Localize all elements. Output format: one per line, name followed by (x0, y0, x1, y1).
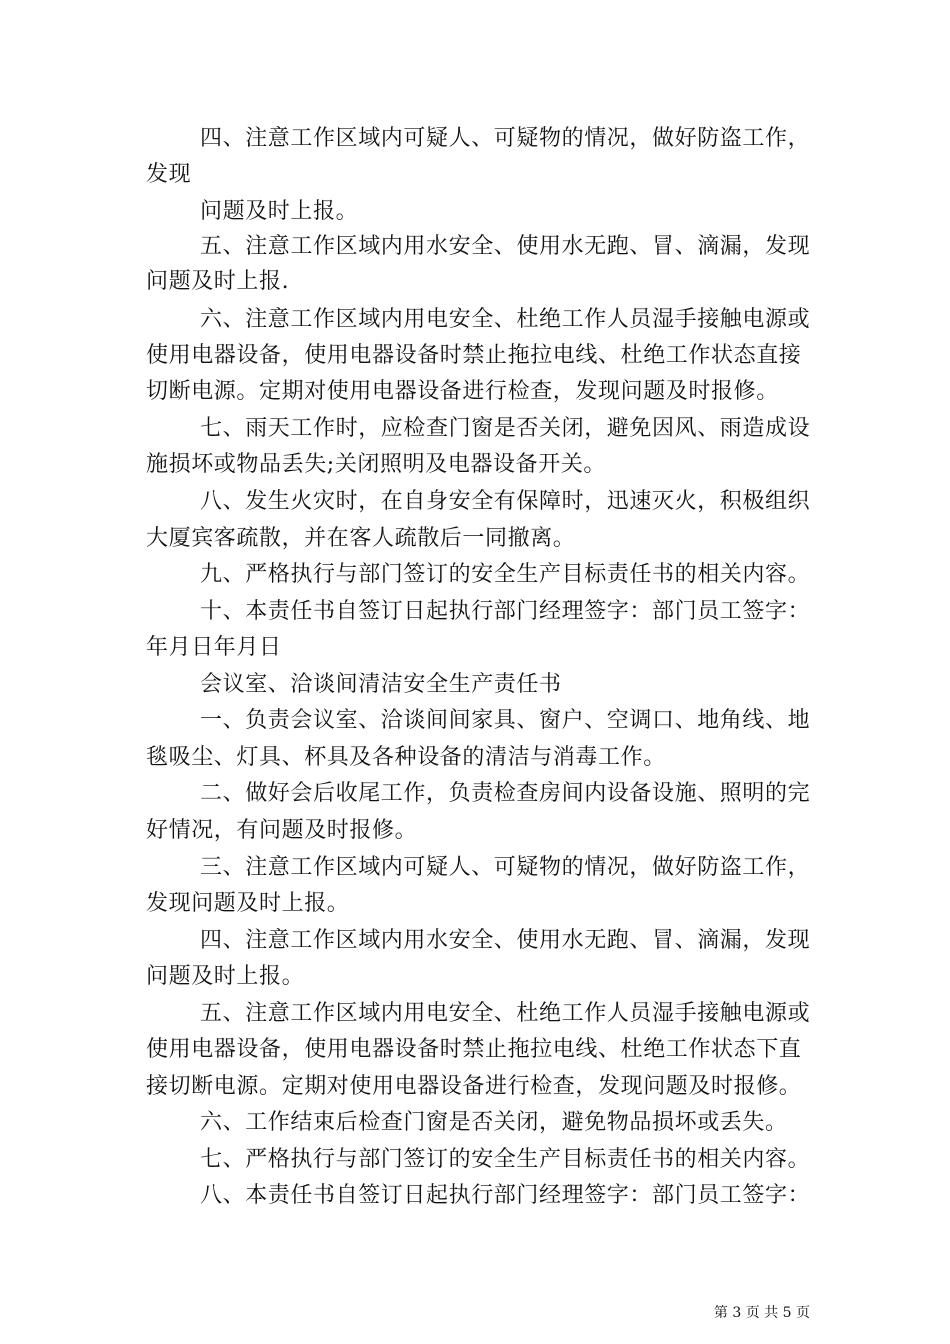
text-line: 大厦宾客疏散，并在客人疏散后一同撤离。 (146, 526, 576, 551)
text-line: 九、严格执行与部门签订的安全生产目标责任书的相关内容。 (200, 562, 811, 587)
text-line: 好情况，有问题及时报修。 (146, 818, 418, 843)
text-line: 五、注意工作区域内用水安全、使用水无跑、冒、滴漏，发现 (200, 234, 811, 259)
text-line: 施损坏或物品丢失;关闭照明及电器设备开关。 (146, 452, 607, 477)
text-line: 使用电器设备，使用电器设备时禁止拖拉电线、杜绝工作状态直接 (146, 343, 802, 368)
text-line: 问题及时上报. (146, 269, 290, 294)
text-line: 年月日年月日 (146, 635, 282, 660)
text-line: 四、注意工作区域内用水安全、使用水无跑、冒、滴漏，发现 (200, 928, 811, 953)
text-line: 问题及时上报。 (146, 964, 305, 989)
text-line: 七、严格执行与部门签订的安全生产目标责任书的相关内容。 (200, 1147, 811, 1172)
text-line: 毯吸尘、灯具、杯具及各种设备的清洁与消毒工作。 (146, 745, 666, 770)
text-line: 八、发生火灾时，在自身安全有保障时，迅速灭火，积极组织 (200, 489, 811, 514)
text-line: 五、注意工作区域内用电安全、杜绝工作人员湿手接触电源或 (200, 1001, 811, 1026)
text-line: 发现问题及时上报。 (146, 891, 350, 916)
text-line: 一、负责会议室、洽谈间间家具、窗户、空调口、地角线、地 (200, 708, 811, 733)
text-line: 三、注意工作区域内可疑人、可疑物的情况，做好防盗工作， (200, 855, 811, 880)
text-line: 使用电器设备，使用电器设备时禁止拖拉电线、杜绝工作状态下直 (146, 1037, 802, 1062)
text-line: 发现 (146, 162, 192, 187)
text-line: 六、注意工作区域内用电安全、杜绝工作人员湿手接触电源或 (200, 307, 811, 332)
text-line: 七、雨天工作时，应检查门窗是否关闭，避免因风、雨造成设 (200, 416, 811, 441)
text-line: 十、本责任书自签订日起执行部门经理签字：部门员工签字： (200, 599, 811, 624)
text-line: 六、工作结束后检查门窗是否关闭，避免物品损坏或丢失。 (200, 1110, 788, 1135)
text-line: 八、本责任书自签订日起执行部门经理签字：部门员工签字： (200, 1183, 811, 1208)
text-line: 四、注意工作区域内可疑人、可疑物的情况，做好防盗工作， (200, 126, 811, 151)
text-line: 接切断电源。定期对使用电器设备进行检查，发现问题及时报修。 (146, 1074, 802, 1099)
text-line: 切断电源。定期对使用电器设备进行检查，发现问题及时报修。 (146, 379, 779, 404)
page-number: 第 3 页 共 5 页 (713, 1305, 810, 1321)
text-line: 问题及时上报。 (200, 199, 359, 224)
section-title: 会议室、洽谈间清洁安全生产责任书 (200, 672, 562, 697)
text-line: 二、做好会后收尾工作，负责检查房间内设备设施、照明的完 (200, 781, 811, 806)
